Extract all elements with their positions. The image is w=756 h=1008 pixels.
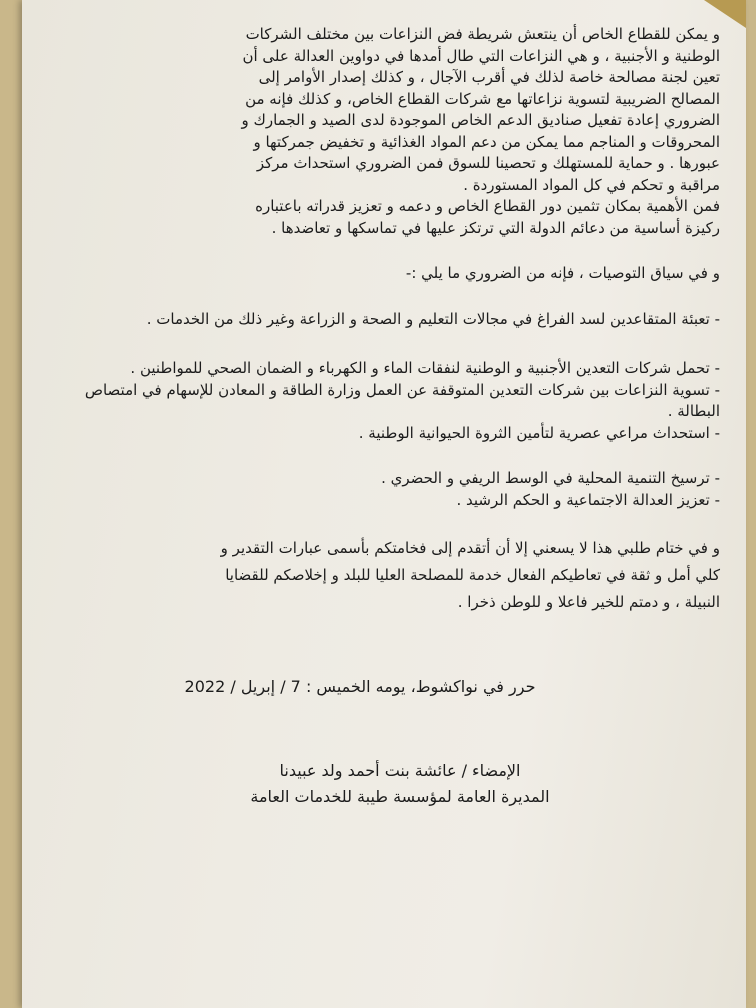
signature-name: الإمضاء / عائشة بنت أحمد ولد عبيدنا bbox=[279, 760, 521, 780]
recommendations-list bbox=[80, 309, 720, 512]
closing-line: كلي أمل و ثقة في تعاطيكم الفعال خدمة للمصلحة العليا للبلد و إخلاصكم للقضايا bbox=[225, 566, 720, 584]
recommendation-item: - ترسيخ التنمية المحلية في الوسط الريفي و الحضري . bbox=[381, 469, 720, 487]
intro-line: المحروقات و المناجم مما يمكن من دعم المواد الغذائية و تخفيض جمركتها و bbox=[253, 132, 720, 151]
letter-page bbox=[22, 0, 746, 1008]
closing-line: النبيلة ، و دمتم للخير فاعلا و للوطن ذخرا . bbox=[457, 593, 720, 611]
date-line: حرر في نواكشوط، يومه الخميس : 7 / إبريل / 2022 bbox=[184, 677, 536, 696]
closing-line: و في ختام طلبي هذا لا يسعني إلا أن أتقدم إلى فخامتكم بأسمى عبارات التقدير و bbox=[220, 539, 720, 557]
intro-line: المصالح الضريبية لتسوية نزاعاتها مع شركات القطاع الخاص، و كذلك فإنه من bbox=[245, 89, 720, 108]
recommendation-item: - تعبئة المتقاعدين لسد الفراغ في مجالات التعليم و الصحة و الزراعة وغير ذلك من الخدمات . bbox=[146, 309, 720, 328]
intro-line: ركيزة أساسية من دعائم الدولة التي ترتكز عليها في تماسكها و تعاضدها . bbox=[271, 218, 720, 237]
intro-line: تعين لجنة مصالحة خاصة لذلك في أقرب الآجال ، و كذلك إصدار الأوامر إلى bbox=[258, 68, 720, 86]
recommendation-item: - استحداث مراعي عصرية لتأمين الثروة الحيوانية الوطنية . bbox=[358, 423, 720, 442]
recommendations-intro: و في سياق التوصيات ، فإنه من الضروري ما يلي :- bbox=[405, 264, 720, 282]
letter-body bbox=[80, 24, 720, 810]
recommendation-item: - تعزيز العدالة الاجتماعية و الحكم الرشيد . bbox=[456, 490, 720, 509]
intro-line: عبورها . و حماية للمستهلك و تحصينا للسوق فمن الضروري استحداث مركز bbox=[256, 154, 720, 172]
signature-title: المديرة العامة لمؤسسة طيبة للخدمات العامة bbox=[250, 786, 550, 806]
recommendation-item: - تحمل شركات التعدين الأجنبية و الوطنية لنفقات الماء و الكهرباء و الضمان الصحي للمواطنين . bbox=[130, 359, 720, 377]
intro-line: مراقبة و تحكم في كل المواد المستوردة . bbox=[463, 175, 720, 194]
intro-line: الضروري إعادة تفعيل صناديق الدعم الخاص الموجودة لدى الصيد و الجمارك و bbox=[241, 111, 720, 129]
recommendation-item: - تسوية النزاعات بين شركات التعدين المتوقفة عن العمل وزارة الطاقة و المعادن للإسهام في امتصاص البطالة . bbox=[84, 380, 720, 420]
intro-line: الوطنية و الأجنبية ، و هي النزاعات التي طال أمدها في دواوين العدالة على أن bbox=[242, 46, 720, 65]
intro-line: و يمكن للقطاع الخاص أن ينتعش شريطة فض النزاعات بين مختلف الشركات bbox=[245, 25, 720, 43]
intro-line: فمن الأهمية بمكان تثمين دور القطاع الخاص و دعمه و تعزيز قدراته باعتباره bbox=[255, 197, 720, 215]
intro-paragraph bbox=[80, 24, 720, 239]
closing-paragraph bbox=[80, 535, 720, 616]
